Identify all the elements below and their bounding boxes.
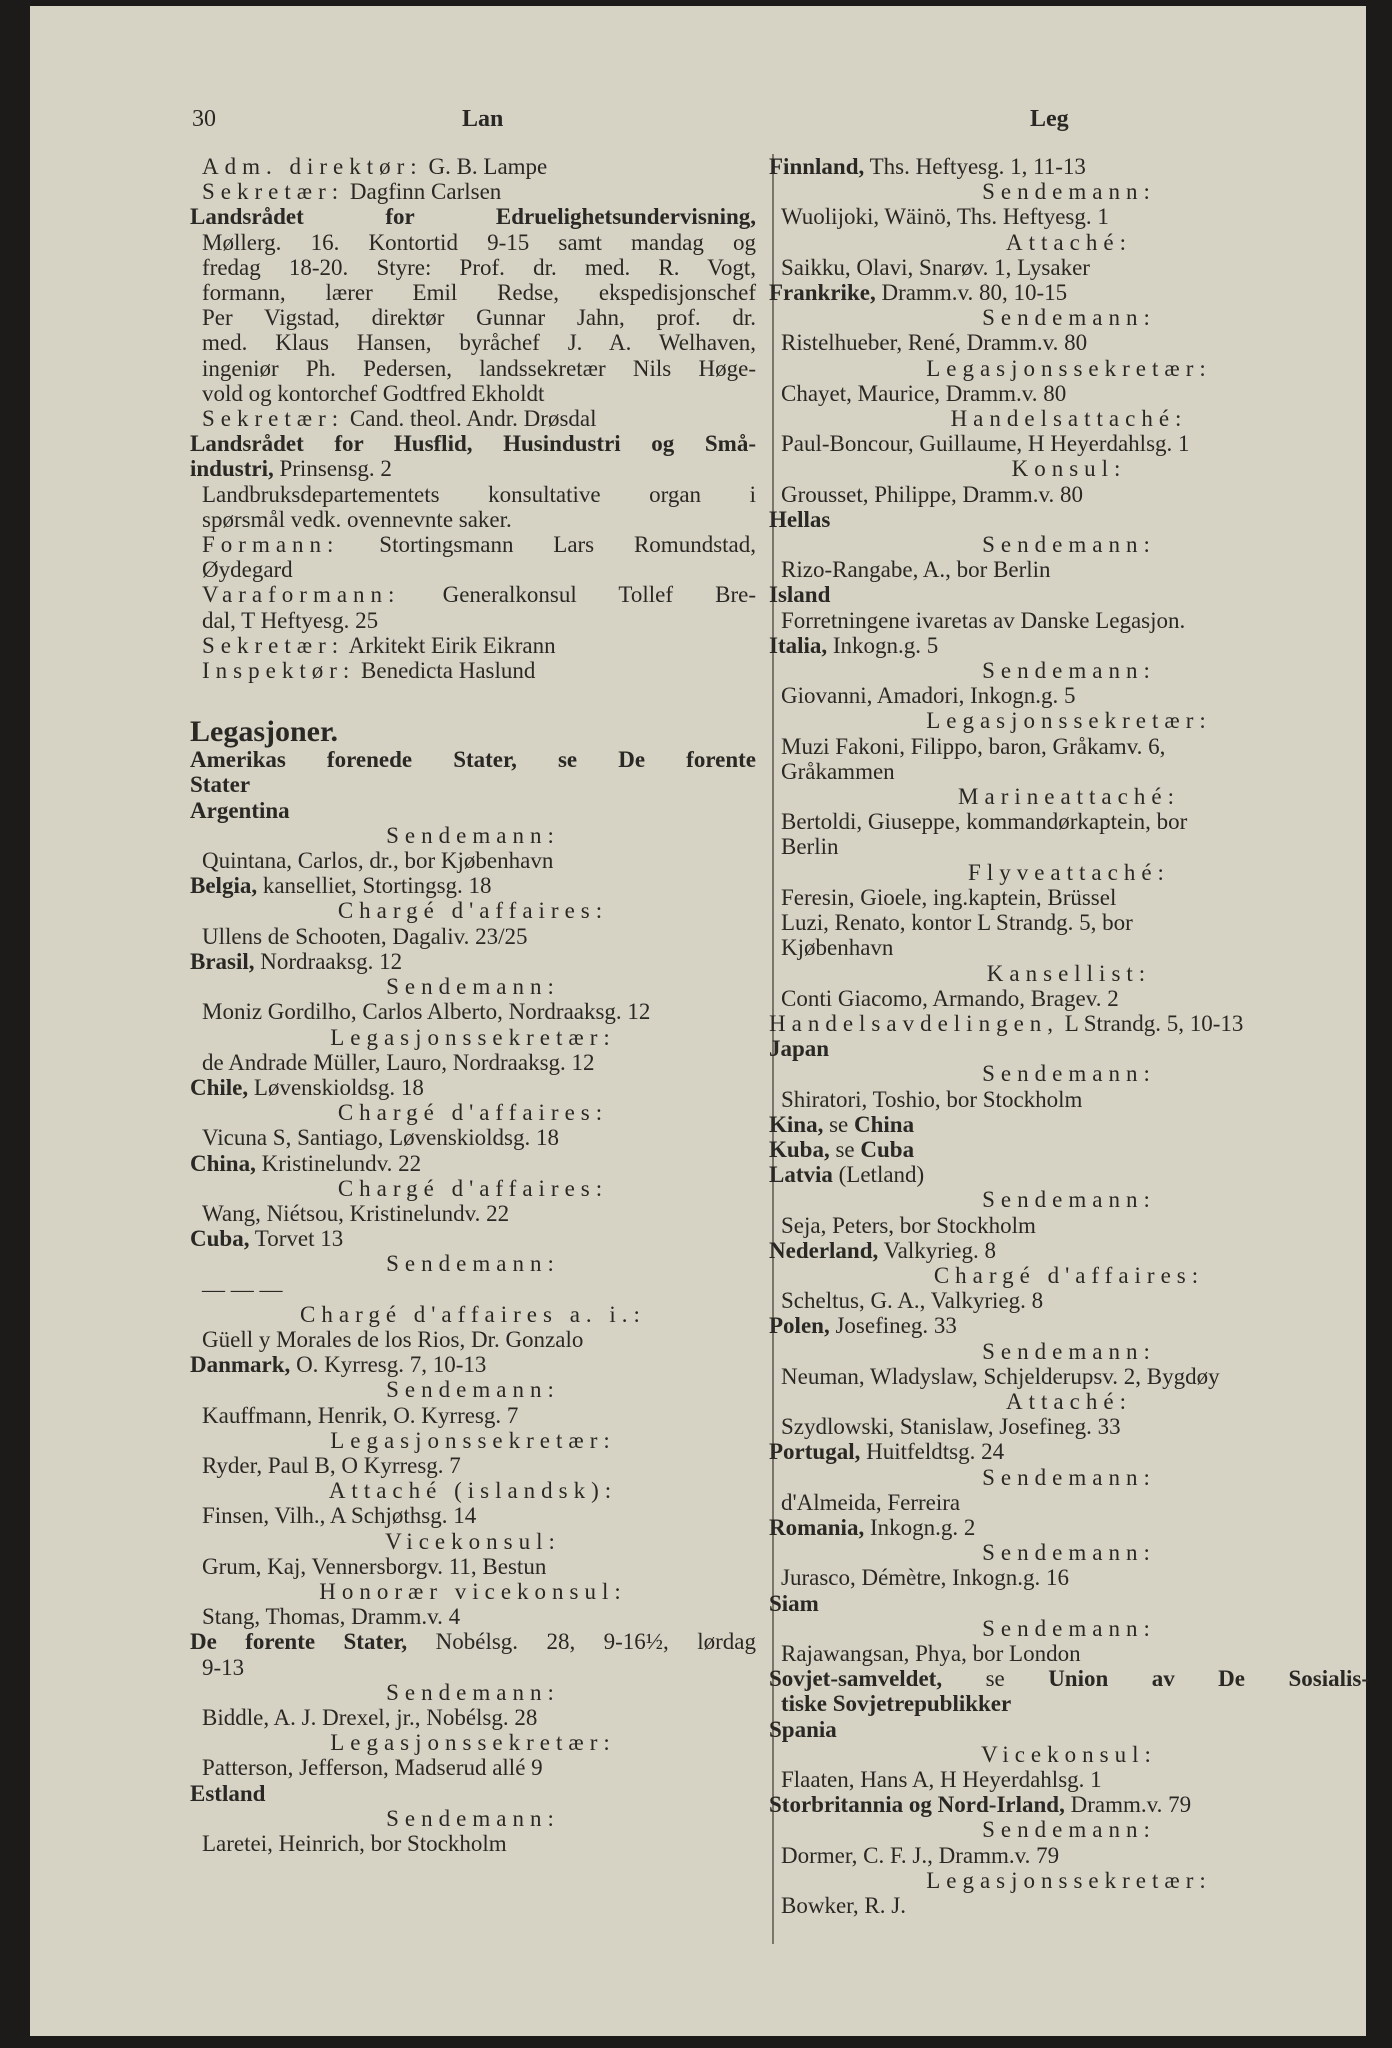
entry-line (769, 1515, 1369, 1540)
entry-line (769, 582, 1369, 607)
entry-text: Rajawangsan, Phya, bor London (781, 1640, 1081, 1666)
text-line (190, 532, 756, 557)
directory-page (30, 6, 1369, 2036)
entry-text: Dormer, C. F. J., Dramm.v. 79 (781, 1842, 1060, 1868)
entry-text: Neuman, Wladyslaw, Schjelderupsv. 2, Bygdøy (781, 1363, 1220, 1389)
spaced-label: Varaformann: (202, 582, 401, 608)
entry-text: Per Vigstad, direktør Gunnar Jahn, prof. dr. (202, 305, 756, 331)
entry-name: Nederland, (769, 1237, 879, 1263)
entry-line (769, 1162, 1369, 1187)
entry-name: Frankrike, (769, 280, 876, 306)
role-heading: Sendemann: (982, 1061, 1156, 1087)
entry-name: tiske Sovjetrepublikker (781, 1691, 1012, 1717)
text-line (190, 507, 756, 532)
entry-text: Jurasco, Démètre, Inkogn.g. 16 (781, 1565, 1070, 1591)
entry-name: Belgia, (190, 873, 258, 899)
entry-text: Vicuna S, Santiago, Løvenskioldsg. 18 (202, 1125, 560, 1151)
text-line (769, 809, 1369, 834)
entry-text: Wang, Niétsou, Kristinelundv. 22 (202, 1200, 510, 1226)
entry-text: Inkogn.g. 5 (827, 632, 939, 658)
entry-text: Quintana, Carlos, dr., bor Kjøbenhavn (202, 848, 554, 874)
text-line (190, 204, 756, 229)
entry-line (190, 772, 756, 797)
role-heading: Handelsattaché: (950, 406, 1188, 432)
entry-text: ingeniør Ph. Pedersen, landssekretær Nils Høge- (202, 355, 756, 381)
entry-text: Huitfeldtsg. 24 (860, 1439, 1005, 1465)
entry-ref: Cuba (860, 1136, 915, 1162)
entry-name: China, (190, 1150, 256, 1176)
role-heading: Chargé d'affaires: (337, 898, 609, 924)
entry-line (190, 1781, 756, 1806)
entry-text: Muzi Fakoni, Filippo, baron, Gråkamv. 6, (781, 733, 1166, 759)
entry-name: Portugal, (769, 1439, 861, 1465)
entry-text: Ths. Heftyesg. 1, 11-13 (864, 154, 1086, 179)
text-line (769, 1641, 1369, 1666)
text-line (190, 280, 756, 305)
role-heading: Sendemann: (386, 1679, 560, 1705)
entry-name: Kina, (769, 1111, 824, 1137)
entry-text: Patterson, Jefferson, Madserud allé 9 (202, 1755, 543, 1781)
entry-line (190, 1075, 756, 1100)
role-heading: Sendemann: (386, 1805, 560, 1831)
entry-text: Inkogn.g. 2 (864, 1514, 976, 1540)
entry-name: Spania (769, 1716, 837, 1742)
text-line (769, 204, 1369, 229)
text-line (769, 608, 1369, 633)
role-heading: Sendemann: (982, 532, 1156, 558)
text-line (190, 1327, 756, 1352)
page-number: 30 (192, 106, 216, 132)
entry-text: se (829, 1136, 861, 1162)
entry-text: Rizo-Rangabe, A., bor Berlin (781, 557, 1051, 583)
entry-text: Grousset, Philippe, Dramm.v. 80 (781, 481, 1083, 507)
role-heading: Vicekonsul: (981, 1741, 1157, 1767)
entry-text: Güell y Morales de los Rios, Dr. Gonzalo (202, 1326, 584, 1352)
spaced-label: Sekretær: (202, 406, 345, 432)
role-heading: Konsul: (1011, 456, 1127, 482)
role-heading: Sendemann: (386, 822, 560, 848)
role-heading: Sendemann: (982, 1817, 1156, 1843)
role-heading: Chargé d'affaires: (337, 1175, 609, 1201)
text-line (190, 1705, 756, 1730)
entry-text: se (942, 1666, 1049, 1692)
entry-text: Nobélsg. 28, 9-16½, lørdag (407, 1629, 757, 1655)
running-head-right: Leg (1030, 106, 1069, 132)
entry-text: vold og kontorchef Godtfred Ekholdt (202, 380, 545, 406)
entry-line (769, 154, 1369, 179)
entry-line (769, 280, 1369, 305)
text-line (190, 999, 756, 1024)
entry-text: Chayet, Maurice, Dramm.v. 80 (781, 380, 1067, 406)
entry-name: Stater (190, 772, 251, 798)
entry-name: Brasil, (190, 948, 255, 974)
role-heading: Chargé d'affaires: (337, 1100, 609, 1126)
entry-text: Flaaten, Hans A, H Heyerdahlsg. 1 (781, 1767, 1102, 1792)
entry-text: 9-13 (202, 1654, 245, 1680)
text-line (190, 1629, 756, 1654)
role-heading: Marineattaché: (958, 784, 1180, 810)
role-heading: Sendemann: (982, 305, 1156, 331)
entry-name: Romania, (769, 1514, 865, 1540)
entry-name: Argentina (190, 797, 290, 823)
text-line (769, 1087, 1369, 1112)
entry-text: Saikku, Olavi, Snarøv. 1, Lysaker (781, 254, 1090, 280)
text-line (769, 759, 1369, 784)
entry-text: Giovanni, Amadori, Inkogn.g. 5 (781, 683, 1076, 709)
text-line (190, 154, 756, 179)
left-column (190, 154, 756, 1856)
entry-text: Øydegard (202, 557, 293, 583)
text-line (190, 305, 756, 330)
entry-text: Luzi, Renato, kontor L Strandg. 5, bor (781, 910, 1133, 936)
entry-name: Estland (190, 1780, 266, 1806)
entry-name: Italia, (769, 632, 828, 658)
entry-text: Wuolijoki, Wäinö, Ths. Heftyesg. 1 (781, 204, 1109, 230)
text-line (190, 482, 756, 507)
entry-text: Moniz Gordilho, Carlos Alberto, Nordraaksg. 12 (202, 999, 651, 1025)
entry-line (190, 949, 756, 974)
spacer (190, 683, 756, 697)
role-heading: Legasjonssekretær: (330, 1730, 616, 1756)
text-line (190, 582, 756, 607)
text-line (769, 1490, 1369, 1515)
entry-name: Sovjet-samveldet, (769, 1666, 943, 1692)
role-heading: Sendemann: (982, 179, 1156, 205)
entry-text: Landbruksdepartementets konsultative organ i (202, 481, 756, 507)
text-line (190, 1125, 756, 1150)
role-heading: Sendemann: (982, 1338, 1156, 1364)
entry-text: Kauffmann, Henrik, O. Kyrresg. 7 (202, 1402, 519, 1428)
role-heading: Legasjonssekretær: (330, 1024, 616, 1050)
role-heading: Honorær vicekonsul: (319, 1578, 627, 1604)
text-line (769, 1893, 1369, 1918)
spaced-label: Inspektør: (202, 658, 356, 684)
entry-text: Dramm.v. 79 (1064, 1792, 1192, 1818)
text-line (769, 1843, 1369, 1868)
text-line (769, 986, 1369, 1011)
text-line (190, 747, 756, 772)
entry-name: Landsrådet for Husflid, Husindustri og Små- (190, 431, 756, 457)
text-line (190, 1755, 756, 1780)
entry-text: Generalkonsul Tollef Bre- (400, 582, 756, 608)
role-heading: Chargé d'affaires a. i.: (300, 1301, 646, 1327)
text-line (769, 1691, 1369, 1716)
entry-line (769, 1439, 1369, 1464)
entry-text: Bowker, R. J. (781, 1893, 906, 1919)
entry-line (769, 1112, 1369, 1137)
entry-text: Conti Giacomo, Armando, Bragev. 2 (781, 985, 1119, 1011)
role-heading: Attaché (islandsk): (328, 1478, 618, 1504)
entry-text: Valkyrieg. 8 (878, 1237, 997, 1263)
entry-text: Dagfinn Carlsen (344, 179, 502, 205)
spaced-label: Adm. direktør: (202, 154, 423, 179)
role-heading: Sendemann: (982, 658, 1156, 684)
text-line (769, 1767, 1369, 1792)
entry-text: Feresin, Gioele, ing.kaptein, Brüssel (781, 884, 1117, 910)
entry-text: L Strandg. 5, 10-13 (1059, 1010, 1244, 1036)
entry-text: Grum, Kaj, Vennersborgv. 11, Bestun (202, 1553, 547, 1579)
entry-text: Scheltus, G. A., Valkyrieg. 8 (781, 1288, 1044, 1314)
entry-text: se (823, 1111, 854, 1137)
text-line (190, 633, 756, 658)
entry-text: Stortingsmann Lars Romundstad, (339, 532, 756, 558)
role-heading: Legasjonssekretær: (330, 1427, 616, 1453)
text-line (769, 255, 1369, 280)
entry-line (190, 1352, 756, 1377)
text-line (190, 1403, 756, 1428)
entry-name: Siam (769, 1590, 819, 1616)
text-line (190, 431, 756, 456)
role-heading: Legasjonssekretær: (926, 708, 1212, 734)
role-heading: Attaché: (1006, 1388, 1132, 1414)
role-heading: Sendemann: (982, 1464, 1156, 1490)
text-line (769, 381, 1369, 406)
entry-name: Cuba, (190, 1226, 250, 1252)
entry-text: Cand. theol. Andr. Drøsdal (344, 406, 597, 432)
entry-text: Szydlowski, Stanislaw, Josefineg. 33 (781, 1414, 1121, 1440)
entry-name: industri, (190, 456, 274, 482)
role-heading: Vicekonsul: (385, 1528, 561, 1554)
text-line (190, 255, 756, 280)
text-line (190, 1655, 756, 1680)
entry-text: kanselliet, Stortingsg. 18 (257, 873, 492, 899)
entry-text: Laretei, Heinrich, bor Stockholm (202, 1831, 507, 1856)
entry-text: Ryder, Paul B, O Kyrresg. 7 (202, 1452, 461, 1478)
entry-text: Stang, Thomas, Dramm.v. 4 (202, 1604, 461, 1630)
role-heading: Sendemann: (386, 974, 560, 1000)
entry-text: Løvenskioldsg. 18 (248, 1074, 424, 1100)
entry-line (190, 1151, 756, 1176)
entry-text: Torvet 13 (249, 1226, 344, 1252)
entry-text: fredag 18-20. Styre: Prof. dr. med. R. Vogt, (202, 254, 756, 280)
entry-text: Bertoldi, Giuseppe, kommandørkaptein, bor (781, 809, 1188, 835)
entry-ref: Union av De Sosialis- (1048, 1666, 1369, 1692)
entry-name: Polen, (769, 1313, 830, 1339)
text-line (190, 557, 756, 582)
role-heading: Sendemann: (386, 1251, 560, 1277)
text-line (190, 848, 756, 873)
text-line (190, 179, 756, 204)
entry-text: Prinsensg. 2 (273, 456, 392, 482)
entry-text: Dramm.v. 80, 10-15 (875, 280, 1068, 306)
text-line (190, 381, 756, 406)
text-line (190, 924, 756, 949)
text-line (769, 910, 1369, 935)
role-heading: Sendemann: (982, 1615, 1156, 1641)
role-heading: Sendemann: (982, 1540, 1156, 1566)
role-heading: Flyveattaché: (968, 859, 1170, 885)
entry-name: Danmark, (190, 1352, 291, 1378)
entry-line (769, 507, 1369, 532)
spaced-label: Sekretær: (202, 632, 345, 658)
entry-text: Shiratori, Toshio, bor Stockholm (781, 1086, 1083, 1112)
entry-text: Ristelhueber, René, Dramm.v. 80 (781, 330, 1088, 356)
spaced-label: Handelsavdelingen, (769, 1010, 1060, 1036)
entry-text: Josefineg. 33 (829, 1313, 957, 1339)
spaced-label: Sekretær: (202, 179, 345, 205)
text-line (769, 885, 1369, 910)
role-heading: Sendemann: (386, 1377, 560, 1403)
right-column (769, 154, 1369, 1918)
text-line (190, 1554, 756, 1579)
role-heading: Legasjonssekretær: (926, 355, 1212, 381)
entry-text: de Andrade Müller, Lauro, Nordraaksg. 12 (202, 1049, 595, 1075)
entry-name: Island (769, 582, 831, 608)
section-heading: Legasjoner. (190, 715, 339, 749)
entry-text: (Letland) (832, 1162, 925, 1188)
entry-text: Paul-Boncour, Guillaume, H Heyerdahlsg. 1 (781, 431, 1190, 457)
entry-line (769, 633, 1369, 658)
entry-name: Storbritannia og Nord-Irland, (769, 1792, 1065, 1818)
text-line (190, 356, 756, 381)
text-line (769, 1565, 1369, 1590)
entry-text: Finsen, Vilh., A Schjøthsg. 14 (202, 1503, 477, 1529)
entry-text: Kristinelundv. 22 (255, 1150, 422, 1176)
entry-text: Ullens de Schooten, Dagaliv. 23/25 (202, 923, 528, 949)
entry-line (769, 1792, 1369, 1817)
entry-text: Biddle, A. J. Drexel, jr., Nobélsg. 28 (202, 1704, 538, 1730)
running-head-left: Lan (462, 106, 504, 132)
text-line (769, 1666, 1369, 1691)
entry-line (769, 1011, 1369, 1036)
text-line (190, 1604, 756, 1629)
entry-line (190, 873, 756, 898)
entry-name: Finnland, (769, 154, 865, 179)
entry-text: O. Kyrresg. 7, 10-13 (290, 1352, 487, 1378)
entry-line (769, 1036, 1369, 1061)
text-line (769, 734, 1369, 759)
entry-line (190, 456, 756, 481)
entry-line (769, 1717, 1369, 1742)
entry-name: Hellas (769, 506, 831, 532)
entry-name: Chile, (190, 1074, 249, 1100)
entry-text: Benedicta Haslund (355, 658, 536, 684)
entry-text: Nordraaksg. 12 (254, 948, 403, 974)
text-line (190, 230, 756, 255)
text-line (190, 406, 756, 431)
entry-text: Arkitekt Eirik Eikrann (344, 632, 556, 658)
text-line (190, 1277, 756, 1302)
entry-ref: China (854, 1111, 915, 1137)
entry-text: med. Klaus Hansen, byråchef J. A. Welhaven, (202, 330, 756, 356)
role-heading: Kansellist: (986, 960, 1152, 986)
text-line (769, 482, 1369, 507)
entry-text: dal, T Heftyesg. 25 (202, 607, 379, 633)
entry-name: Japan (769, 1036, 830, 1062)
entry-name: Amerikas forenede Stater, se De forente (190, 747, 756, 773)
text-line (190, 330, 756, 355)
role-heading: Attaché: (1006, 229, 1132, 255)
entry-text: Seja, Peters, bor Stockholm (781, 1212, 1036, 1238)
text-line (190, 1453, 756, 1478)
entry-line (769, 1591, 1369, 1616)
entry-text: Berlin (781, 834, 839, 860)
role-heading: Legasjonssekretær: (926, 1867, 1212, 1893)
text-line (190, 1201, 756, 1226)
entry-line (190, 1226, 756, 1251)
entry-line (190, 798, 756, 823)
text-line (769, 1288, 1369, 1313)
entry-line (769, 1137, 1369, 1162)
text-line (769, 1414, 1369, 1439)
text-line (190, 1050, 756, 1075)
text-line (769, 834, 1369, 859)
entry-name: Latvia (769, 1162, 833, 1188)
entry-line (769, 1313, 1369, 1338)
text-line (769, 1364, 1369, 1389)
text-line (769, 935, 1369, 960)
entry-name: Landsrådet for Edruelighetsundervisning, (190, 204, 756, 230)
text-line (190, 1503, 756, 1528)
entry-text: Gråkammen (781, 758, 895, 784)
text-line (769, 1213, 1369, 1238)
text-line (769, 330, 1369, 355)
entry-text: Forretningene ivaretas av Danske Legasjon. (781, 607, 1186, 633)
text-line (190, 608, 756, 633)
role-heading: Chargé d'affaires: (933, 1262, 1205, 1288)
entry-text: d'Almeida, Ferreira (781, 1489, 961, 1515)
text-line (769, 683, 1369, 708)
entry-name: De forente Stater, (190, 1629, 408, 1655)
entry-name: Kuba, (769, 1136, 830, 1162)
spaced-label: Formann: (202, 532, 340, 558)
text-line (769, 431, 1369, 456)
entry-text: spørsmål vedk. ovennevnte saker. (202, 506, 512, 532)
entry-text: — — — (202, 1276, 283, 1302)
text-line (190, 658, 756, 683)
text-line (769, 557, 1369, 582)
entry-text: G. B. Lampe (422, 154, 548, 179)
entry-text: Kjøbenhavn (781, 935, 894, 961)
text-line (190, 1831, 756, 1856)
entry-text: Møllerg. 16. Kontortid 9-15 samt mandag og (202, 229, 756, 255)
role-heading: Sendemann: (982, 1187, 1156, 1213)
entry-text: formann, lærer Emil Redse, ekspedisjonschef (202, 280, 756, 306)
entry-line (769, 1238, 1369, 1263)
